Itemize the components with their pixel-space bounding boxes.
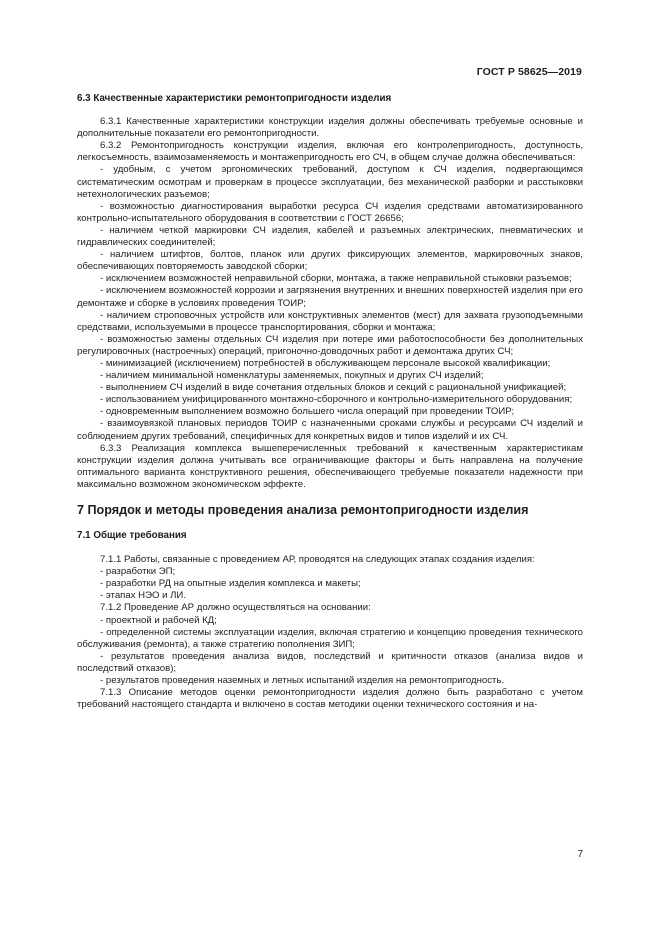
paragraph-6-3-3: 6.3.3 Реализация комплекса вышеперечисленных требований к качественным характеристикам конструкции изделия должна учитывать все ограничивающие факторы и быть направлена на получение оптимального варианта конструктивного решения, обеспечивающего требуемые показатели надежности при максимально возможном экономическом эффекте. <box>77 442 583 490</box>
paragraph-7-1-3: 7.1.3 Описание методов оценки ремонтопригодности изделия должно быть разработано с учетом требований настоящего стандарта и включено в состав методики оценки технического состояния и на- <box>77 687 583 711</box>
list-item: - определенной системы эксплуатации изделия, включая стратегию и концепцию проведения технического обслуживания (ремонта), а также стратегию пополнения ЗИП; <box>77 626 583 650</box>
list-item: - возможностью диагностирования выработки ресурса СЧ изделия средствами автоматизированного контрольно-испытательного оборудования в соответствии с ГОСТ 26656; <box>77 200 583 224</box>
list-item: - удобным, с учетом эргономических требований, доступом к СЧ изделия, подвергающимся систематическим осмотрам и проверкам в процессе эксплуатации, без механической разборки и расстыковки нетехнологических разъемов; <box>77 164 583 200</box>
list-item: - наличием строповочных устройств или конструктивных элементов (мест) для захвата грузоподъемными средствами, используемыми в процессе транспортирования, сборки и монтажа; <box>77 309 583 333</box>
list-item: - этапах НЭО и ЛИ. <box>100 590 186 602</box>
document-header: ГОСТ Р 58625—2019 <box>476 66 582 78</box>
list-item: - одновременным выполнением возможно большего числа операций при проведении ТОИР; <box>100 406 515 418</box>
list-item: - минимизацией (исключением) потребностей в обслуживающем персонале высокой квалификации; <box>100 357 551 369</box>
list-item: - возможностью замены отдельных СЧ изделия при потере ими работоспособности без дополнительных регулировочных (настроечных) операций, пригоночно-доводочных работ и демонтажа других СЧ; <box>77 333 583 357</box>
list-item: - результатов проведения анализа видов, последствий и критичности отказов (анализа видов и последствий отказов); <box>77 650 583 674</box>
document-body <box>77 93 583 711</box>
list-item: - наличием штифтов, болтов, планок или других фиксирующих элементов, маркировочных знаков, обеспечивающих повторяемость заводской сборки; <box>77 249 583 273</box>
section-heading-6-3: 6.3 Качественные характеристики ремонтопригодности изделия <box>77 93 392 104</box>
list-item: - исключением возможностей коррозии и загрязнения внутренних и внешних поверхностей изделия при его демонтаже и сборке в условиях проведения ТОИР; <box>77 285 583 309</box>
list-item: - проектной и рабочей КД; <box>100 614 217 626</box>
list-item: - выполнением СЧ изделий в виде сочетания отдельных блоков и секций с рациональной унификацией; <box>100 382 567 394</box>
paragraph-6-3-2: 6.3.2 Ремонтопригодность конструкции изделия, включая его контролепригодность, доступность, легкосъемность, взаимозаменяемость и монтажепригодность его СЧ, в общем случае должна обеспечиваться: <box>77 140 583 164</box>
list-item: - исключением возможностей неправильной сборки, монтажа, а также неправильной стыковки разъемов; <box>100 273 572 285</box>
paragraph-7-1-2: 7.1.2 Проведение АР должно осуществляться на основании: <box>100 602 371 614</box>
page-number: 7 <box>577 849 583 860</box>
list-item: - взаимоувязкой плановых периодов ТОИР с назначенными сроками службы и ресурсами СЧ изделий и соблюдением других требований, специфичных для конкретных видов и типов изделий и их СЧ. <box>77 418 583 442</box>
section-heading-7-1: 7.1 Общие требования <box>77 530 187 541</box>
list-item: - результатов проведения наземных и летных испытаний изделия на ремонтопригодность. <box>100 675 505 687</box>
list-item: - разработки ЭП; <box>100 566 176 578</box>
list-item: - наличием минимальной номенклатуры заменяемых, покупных и других СЧ изделий; <box>100 370 484 382</box>
paragraph-6-3-1: 6.3.1 Качественные характеристики конструкции изделия должны обеспечивать требуемые основные и дополнительные показатели его ремонтопригодности. <box>77 116 583 140</box>
section-heading-7: 7 Порядок и методы проведения анализа ремонтопригодности изделия <box>77 503 529 517</box>
paragraph-7-1-1: 7.1.1 Работы, связанные с проведением АР, проводятся на следующих этапах создания изделия: <box>100 554 535 566</box>
list-item: - наличием четкой маркировки СЧ изделия, кабелей и разъемных электрических, пневматических и гидравлических соединителей; <box>77 224 583 249</box>
list-item: - использованием унифицированного монтажно-сборочного и контрольно-измерительного оборудования; <box>100 394 573 406</box>
list-item: - разработки РД на опытные изделия комплекса и макеты; <box>100 578 361 590</box>
